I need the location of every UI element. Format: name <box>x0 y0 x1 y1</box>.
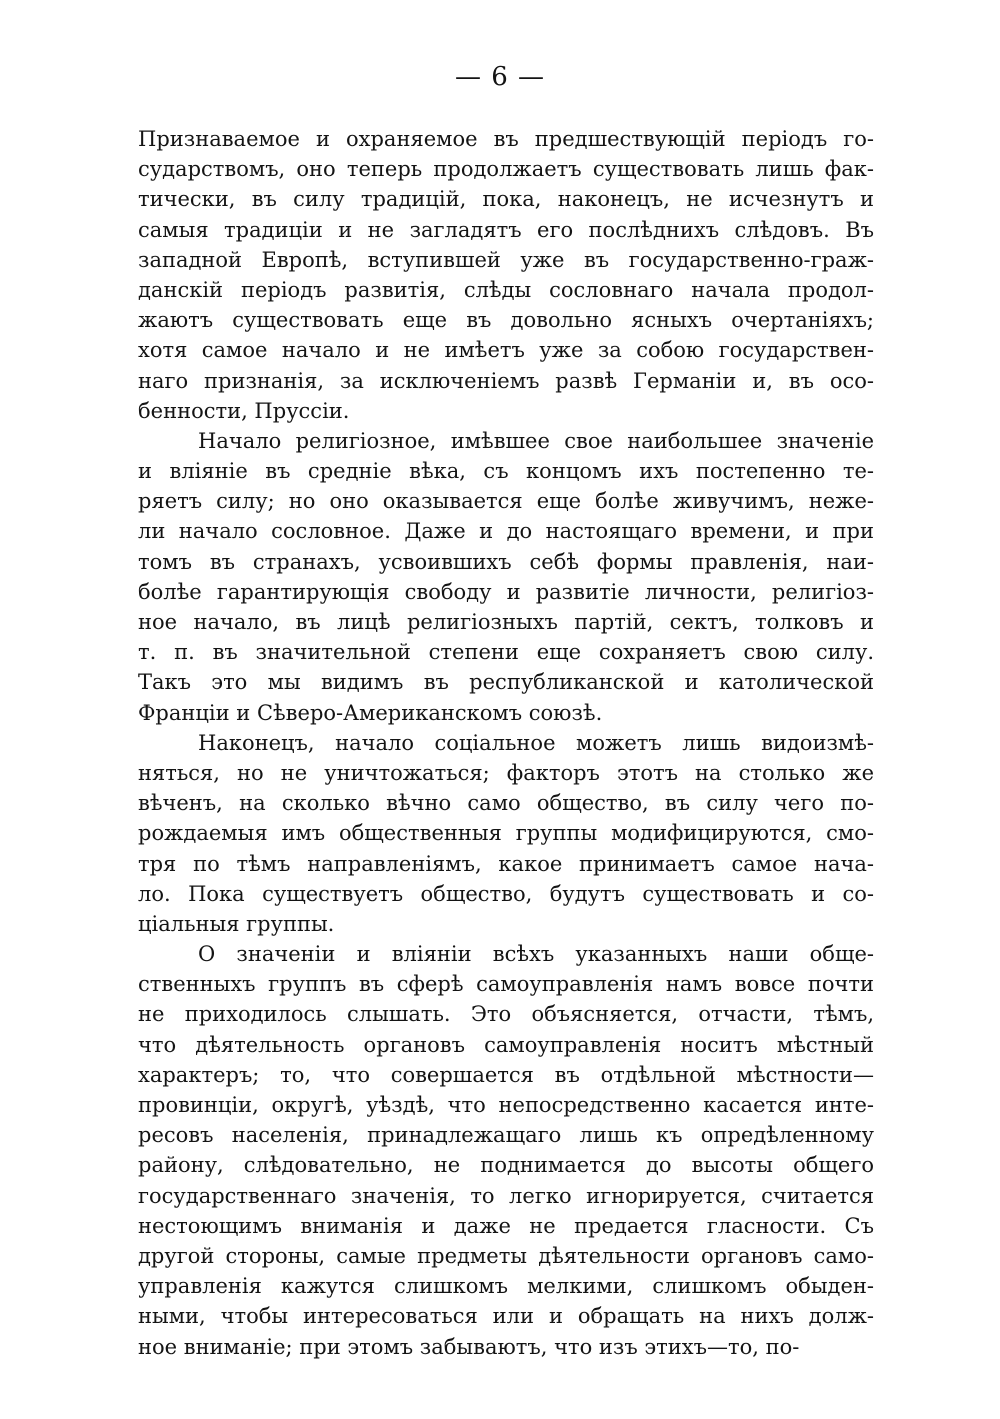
text-line: управленія кажутся слишкомъ мелкими, слишкомъ обыден- <box>138 1274 874 1299</box>
text-line: Такъ это мы видимъ въ республиканской и католической <box>138 670 874 695</box>
text-line: О значеніи и вліяніи всѣхъ указанныхъ наши обще- <box>198 942 874 967</box>
text-line: хотя самое начало и не имѣетъ уже за собою государствен- <box>138 338 874 363</box>
text-line: Франціи и Сѣверо-Американскомъ союзѣ. <box>138 700 603 725</box>
text-line: Начало религіозное, имѣвшее свое наибольшее значеніе <box>198 428 874 453</box>
text-line: ное вниманіе; при этомъ забываютъ, что изъ этихъ—то, по- <box>138 1334 800 1359</box>
text-line: провинціи, округѣ, уѣздѣ, что непосредственно касается инте- <box>138 1093 874 1117</box>
text-line: вѣченъ, на сколько вѣчно само общество, въ силу чего по- <box>138 791 874 816</box>
text-line: ресовъ населенія, принадлежащаго лишь къ опредѣленному <box>138 1123 874 1148</box>
text-line: болѣе гарантирующія свободу и развитіе личности, религіоз- <box>138 579 874 604</box>
text-line: характеръ; то, что совершается въ отдѣльной мѣстности— <box>138 1062 874 1087</box>
paragraph <box>138 728 874 939</box>
text-line: томъ въ странахъ, усвоившихъ себѣ формы правленія, наи- <box>138 549 874 574</box>
text-line: рождаемыя имъ общественныя группы модифицируются, смо- <box>138 821 874 846</box>
text-line: другой стороны, самые предметы дѣятельности органовъ само- <box>138 1243 874 1268</box>
text-line: тря по тѣмъ направленіямъ, какое принимаетъ самое нача- <box>138 851 874 876</box>
text-line: сударствомъ, оно теперь продолжаетъ существовать лишь фак- <box>138 157 874 182</box>
text-line: ными, чтобы интересоваться или и обращать на нихъ долж- <box>138 1304 874 1329</box>
text-line: данскій періодъ развитія, слѣды сословнаго начала продол- <box>138 277 874 302</box>
text-line: наго признанія, за исключеніемъ развѣ Германіи и, въ осо- <box>138 368 874 393</box>
text-line: ли начало сословное. Даже и до настоящаго времени, и при <box>138 519 874 544</box>
text-line: району, слѣдовательно, не поднимается до высоты общего <box>138 1153 874 1178</box>
paragraph <box>138 426 874 728</box>
body-text <box>138 124 874 1362</box>
text-line: не приходилось слышать. Это объясняется, отчасти, тѣмъ, <box>138 1002 874 1027</box>
page-number: — 6 — <box>454 62 546 92</box>
text-line: бенности, Пруссіи. <box>138 398 350 423</box>
text-line: ло. Пока существуетъ общество, будутъ существовать и со- <box>138 881 874 906</box>
text-line: ряетъ силу; но оно оказывается еще болѣе живучимъ, неже- <box>138 489 874 514</box>
text-line: и вліяніе въ средніе вѣка, съ концомъ ихъ постепенно те- <box>138 459 874 484</box>
text-line: нестоющимъ вниманія и даже не предается гласности. Съ <box>138 1213 874 1238</box>
text-line: ное начало, въ лицѣ религіозныхъ партій, сектъ, толковъ и <box>138 610 874 634</box>
paragraph <box>138 939 874 1362</box>
text-line: т. п. въ значительной степени еще сохраняетъ свою силу. <box>138 640 874 665</box>
text-line: государственнаго значенія, то легко игнорируется, считается <box>138 1183 874 1208</box>
text-line: ціальныя группы. <box>138 911 335 936</box>
text-line: тически, въ силу традицій, пока, наконецъ, не исчезнутъ и <box>138 187 874 212</box>
text-line: няться, но не уничтожаться; факторъ этотъ на столько же <box>138 760 874 785</box>
paragraph <box>138 124 874 426</box>
text-line: ственныхъ группъ въ сферѣ самоуправленія намъ вовсе почти <box>138 972 874 997</box>
text-line: самыя традиціи и не загладятъ его послѣднихъ слѣдовъ. Въ <box>138 217 874 242</box>
text-line: Признаваемое и охраняемое въ предшествующій періодъ го- <box>138 127 874 151</box>
text-line: жаютъ существовать еще въ довольно ясныхъ очертаніяхъ; <box>138 308 874 333</box>
text-line: что дѣятельность органовъ самоуправленія носитъ мѣстный <box>138 1032 874 1057</box>
text-line: западной Европѣ, вступившей уже въ государственно-граж- <box>138 247 874 272</box>
text-line: Наконецъ, начало соціальное можетъ лишь видоизмѣ- <box>198 730 874 755</box>
